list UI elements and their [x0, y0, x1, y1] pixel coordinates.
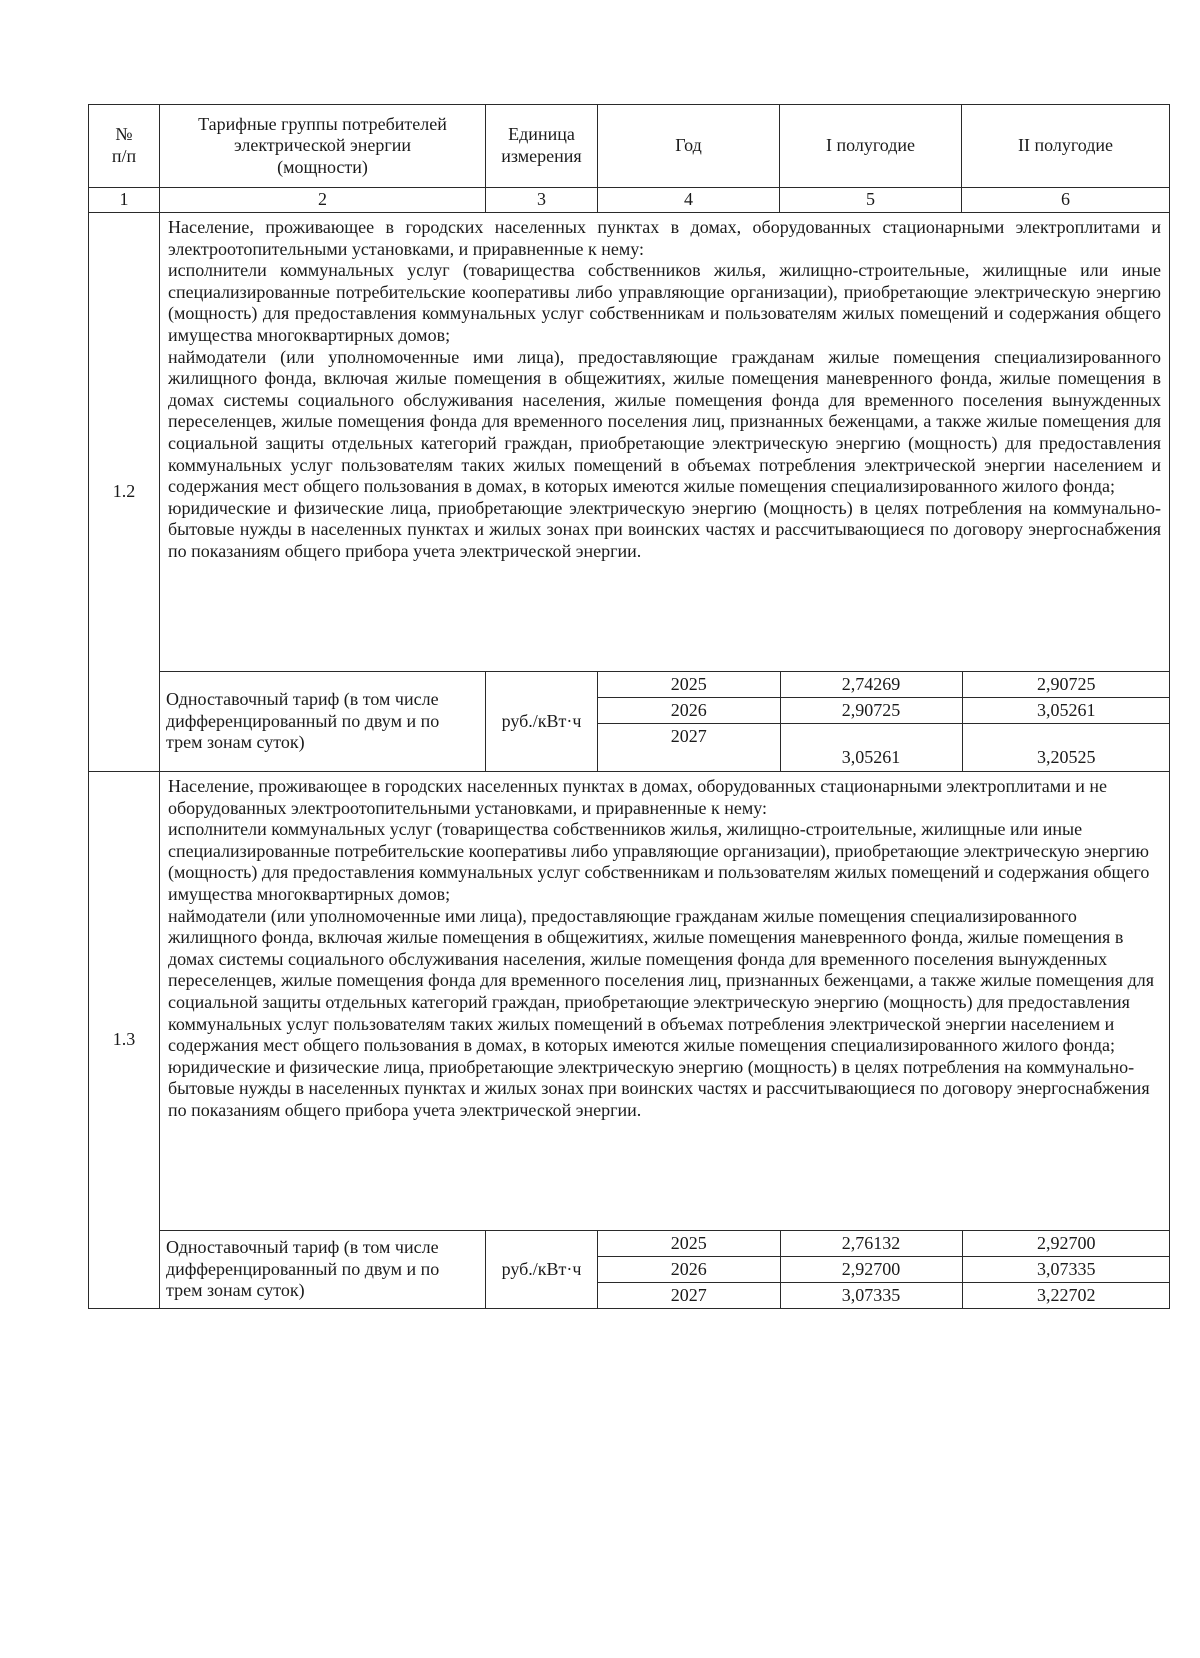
- half2-value: 3,22702: [1037, 1284, 1096, 1305]
- description-paragraph: исполнители коммунальных услуг (товарищества собственников жилья, жилищно-строительные, жилищные или иные специализированные потребительские кооперативы либо управляющие организации), приобретающие электрическую энергию (мощность) для предоставления коммунальных услуг собственникам и пользователям жилых помещений и содержания общего имущества многоквартирных домов;: [168, 819, 1150, 904]
- section-description-row: [89, 213, 1170, 672]
- tariff-year-row: [598, 724, 1170, 772]
- half2-value: 2,90725: [962, 672, 1170, 698]
- tariff-year-row: [598, 1257, 1170, 1283]
- half2-value: 3,20525: [1037, 747, 1096, 768]
- column-number: 1: [89, 188, 160, 213]
- header-half1: I полугодие: [780, 105, 962, 188]
- tariff-row: [89, 672, 1170, 772]
- description-paragraph: наймодатели (или уполномоченные ими лица), предоставляющие гражданам жилые помещения специализированного жилищного фонда, включая жилые помещения в общежитиях, жилые помещения маневренного фонда, жилые помещения в домах системы социального обслуживания населения, жилые помещения фонда для временного поселения вынужденных переселенцев, жилые помещения фонда для временного поселения лиц, признанных беженцами, а также жилые помещения для социальной защиты отдельных категорий граждан, приобретающие электрическую энергию (мощность) для предоставления коммунальных услуг пользователям таких жилых помещений в объемах потребления электрической энергии населением и содержания мест общего пользования в домах, в которых имеются жилые помещения специализированного жилого фонда;: [168, 346, 1161, 497]
- tariff-year-row: [598, 1283, 1170, 1309]
- half2-value: 3,05261: [962, 698, 1170, 724]
- tariff-year-row: [598, 672, 1170, 698]
- tariff-year-row: [598, 698, 1170, 724]
- table-header-row: [89, 105, 1170, 188]
- header-unit: Единица измерения: [486, 105, 598, 188]
- tariff-year-row: [598, 1231, 1170, 1257]
- header-year: Год: [598, 105, 780, 188]
- tariff-label: Одноставочный тариф (в том числе дифференцированный по двум и по трем зонам суток): [160, 1231, 486, 1309]
- year-cell: 2027: [598, 1283, 780, 1309]
- tariff-label: Одноставочный тариф (в том числе дифференцированный по двум и по трем зонам суток): [160, 672, 486, 772]
- header-half2: II полугодие: [962, 105, 1170, 188]
- column-number: 3: [486, 188, 598, 213]
- description-paragraph: юридические и физические лица, приобретающие электрическую энергию (мощность) в целях потребления на коммунально-бытовые нужды в населенных пунктах и жилых зонах при воинских частях и рассчитывающиеся по договору энергоснабжения по показаниям общего прибора учета электрической энергии.: [168, 1056, 1150, 1120]
- tariff-values: [598, 672, 1170, 772]
- description-paragraph: Население, проживающее в городских населенных пунктах в домах, оборудованных стационарными электроплитами и электроотопительными установками, и приравненные к нему:: [168, 217, 1161, 259]
- tariff-unit: руб./кВт·ч: [486, 672, 598, 772]
- description-paragraph: юридические и физические лица, приобретающие электрическую энергию (мощность) в целях потребления на коммунально-бытовые нужды в населенных пунктах и жилых зонах при воинских частях и рассчитывающиеся по договору энергоснабжения по показаниям общего прибора учета электрической энергии.: [168, 497, 1161, 561]
- description-paragraph: исполнители коммунальных услуг (товарищества собственников жилья, жилищно-строительные, жилищные или иные специализированные потребительские кооперативы либо управляющие организации), приобретающие электрическую энергию (мощность) для предоставления коммунальных услуг собственникам и пользователям жилых помещений и содержания общего имущества многоквартирных домов;: [168, 260, 1161, 345]
- column-number: 2: [160, 188, 486, 213]
- year-cell: 2025: [598, 1231, 780, 1257]
- half2-value: 2,92700: [962, 1231, 1170, 1257]
- column-number: 5: [780, 188, 962, 213]
- section-description: [160, 213, 1170, 672]
- year-cell: 2025: [598, 672, 780, 698]
- header-num: № п/п: [89, 105, 160, 188]
- section-number: 1.3: [89, 772, 160, 1309]
- column-number: 4: [598, 188, 780, 213]
- half2-value: 3,07335: [962, 1257, 1170, 1283]
- section-description-row: [89, 772, 1170, 1231]
- year-cell: 2027: [598, 724, 780, 772]
- half1-value: 2,74269: [780, 672, 962, 698]
- half1-value: 2,90725: [780, 698, 962, 724]
- half1-value: 2,76132: [780, 1231, 962, 1257]
- header-group: Тарифные группы потребителей электрической энергии (мощности): [160, 105, 486, 188]
- column-number-row: [89, 188, 1170, 213]
- column-number: 6: [962, 188, 1170, 213]
- year-cell: 2026: [598, 698, 780, 724]
- description-paragraph: наймодатели (или уполномоченные ими лица), предоставляющие гражданам жилые помещения специализированного жилищного фонда, включая жилые помещения в общежитиях, жилые помещения маневренного фонда, жилые помещения в домах системы социального обслуживания населения, жилые помещения фонда для временного поселения вынужденных переселенцев, жилые помещения фонда для временного поселения лиц, признанных беженцами, а также жилые помещения для социальной защиты отдельных категорий граждан, приобретающие электрическую энергию (мощность) для предоставления коммунальных услуг пользователям таких жилых помещений в объемах потребления электрической энергии населением и содержания мест общего пользования в домах, в которых имеются жилые помещения специализированного жилого фонда;: [168, 905, 1155, 1056]
- section-description: [160, 772, 1170, 1231]
- half1-value: 2,92700: [780, 1257, 962, 1283]
- half1-value: 3,07335: [780, 1283, 962, 1309]
- description-paragraph: Население, проживающее в городских населенных пунктах в домах, оборудованных стационарными электроплитами и не оборудованных электроотопительными установками, и приравненные к нему:: [168, 776, 1108, 818]
- tariff-values: [598, 1231, 1170, 1309]
- half1-value: 3,05261: [780, 724, 962, 772]
- tariff-unit: руб./кВт·ч: [486, 1231, 598, 1309]
- section-number: 1.2: [89, 213, 160, 772]
- tariff-row: [89, 1231, 1170, 1309]
- year-cell: 2026: [598, 1257, 780, 1283]
- tariff-table: [88, 104, 1170, 1309]
